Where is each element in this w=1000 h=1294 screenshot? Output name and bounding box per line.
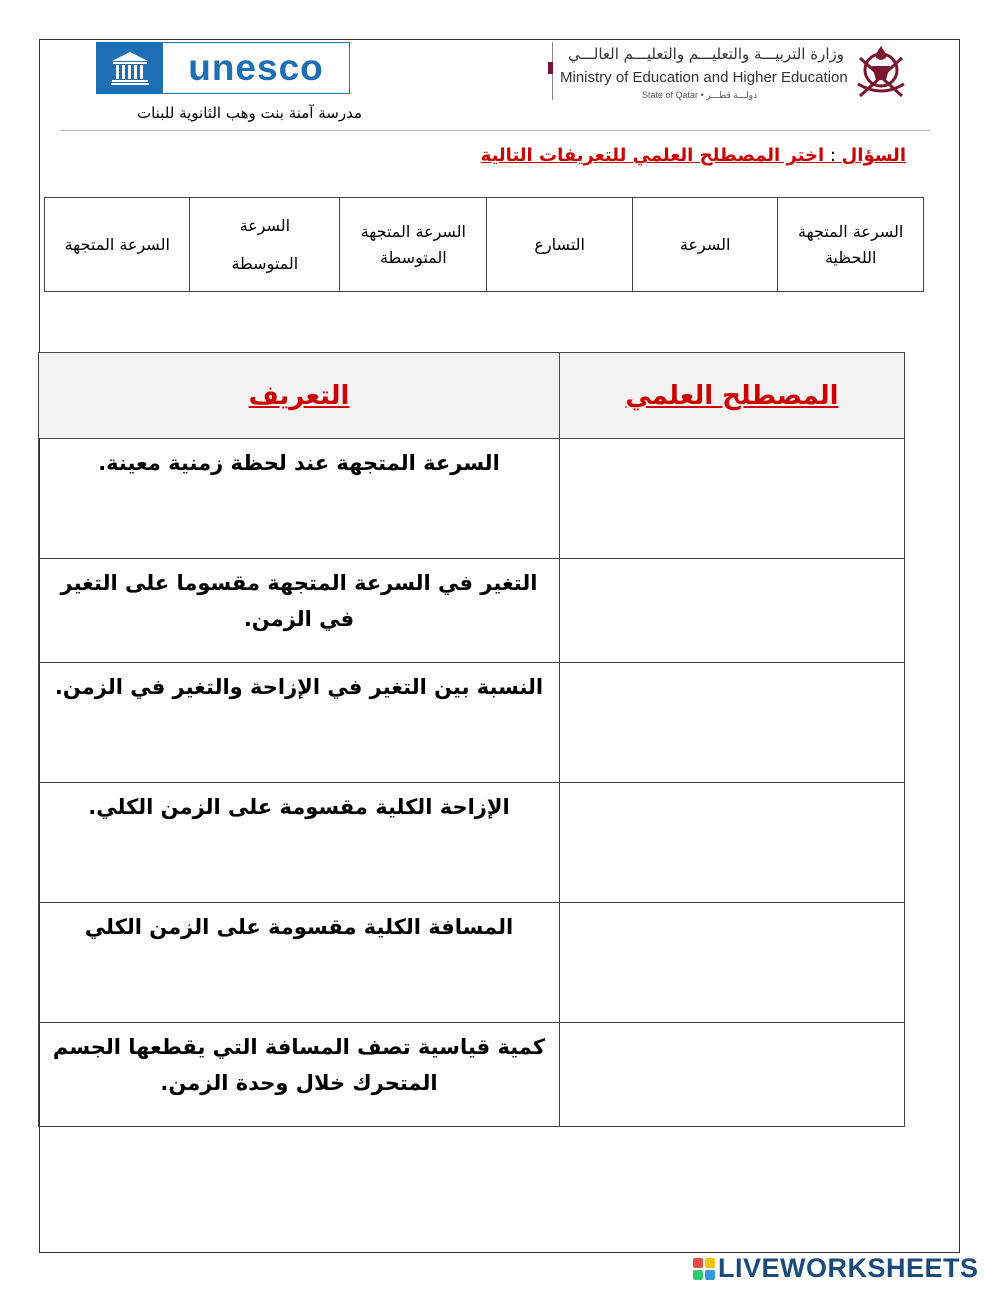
- term-drop-zone[interactable]: [560, 663, 905, 783]
- unesco-wordmark: unesco: [188, 47, 324, 88]
- header-definition: التعريف: [39, 353, 560, 439]
- definition-cell: كمية قياسية تصف المسافة التي يقطعها الجسم المتحرك خلال وحدة الزمن.: [39, 1023, 560, 1127]
- word-bank: [44, 197, 924, 292]
- definition-cell: المسافة الكلية مقسومة على الزمن الكلي: [39, 903, 560, 1023]
- table-row: [39, 663, 905, 783]
- term-drop-zone[interactable]: [560, 439, 905, 559]
- school-name: مدرسة آمنة بنت وهب الثانوية للبنات: [137, 104, 362, 122]
- question-title: [481, 145, 906, 166]
- definition-cell: النسبة بين التغير في الإزاحة والتغير في الزمن.: [39, 663, 560, 783]
- definitions-table: [38, 352, 905, 1127]
- header-divider: [60, 130, 930, 131]
- ministry-name-arabic: وزارة التربيـــة والتعليـــم والتعليـــم العالـــي: [568, 45, 844, 63]
- liveworksheets-wordmark: LIVEWORKSHEETS: [718, 1253, 979, 1283]
- header-term: المصطلح العلمي: [560, 353, 905, 439]
- table-row: [39, 903, 905, 1023]
- liveworksheets-icon: [693, 1258, 715, 1280]
- word-bank-item[interactable]: السرعة المتوسطة: [190, 198, 340, 292]
- table-row: [39, 559, 905, 663]
- table-row: [39, 439, 905, 559]
- term-drop-zone[interactable]: [560, 559, 905, 663]
- term-drop-zone[interactable]: [560, 903, 905, 1023]
- definition-cell: السرعة المتجهة عند لحظة زمنية معينة.: [39, 439, 560, 559]
- definition-cell: الإزاحة الكلية مقسومة على الزمن الكلي.: [39, 783, 560, 903]
- ministry-logo: [550, 40, 920, 102]
- ministry-state: State of Qatar • دولـــة قطـــر: [642, 90, 758, 100]
- definition-cell: التغير في السرعة المتجهة مقسوما على التغير في الزمن.: [39, 559, 560, 663]
- question-label: السؤال: [841, 145, 906, 166]
- word-bank-item[interactable]: التسارع: [487, 198, 632, 292]
- table-row: [39, 783, 905, 903]
- ministry-name-english: Ministry of Education and Higher Education: [560, 69, 848, 86]
- table-row: [39, 1023, 905, 1127]
- temple-icon: [97, 43, 163, 93]
- term-drop-zone[interactable]: [560, 783, 905, 903]
- word-bank-item[interactable]: السرعة: [632, 198, 777, 292]
- question-text: اختر المصطلح العلمي للتعريفات التالية: [480, 145, 825, 166]
- liveworksheets-logo: [693, 1253, 979, 1284]
- word-bank-item[interactable]: السرعة المتجهة اللحظية: [778, 198, 924, 292]
- word-bank-item[interactable]: السرعة المتجهة المتوسطة: [340, 198, 487, 292]
- term-drop-zone[interactable]: [560, 1023, 905, 1127]
- unesco-logo: [96, 42, 350, 94]
- word-bank-item[interactable]: السرعة المتجهة: [45, 198, 190, 292]
- table-header-row: [39, 353, 905, 439]
- qatar-emblem-icon: [850, 40, 912, 102]
- question-separator: :: [824, 145, 842, 166]
